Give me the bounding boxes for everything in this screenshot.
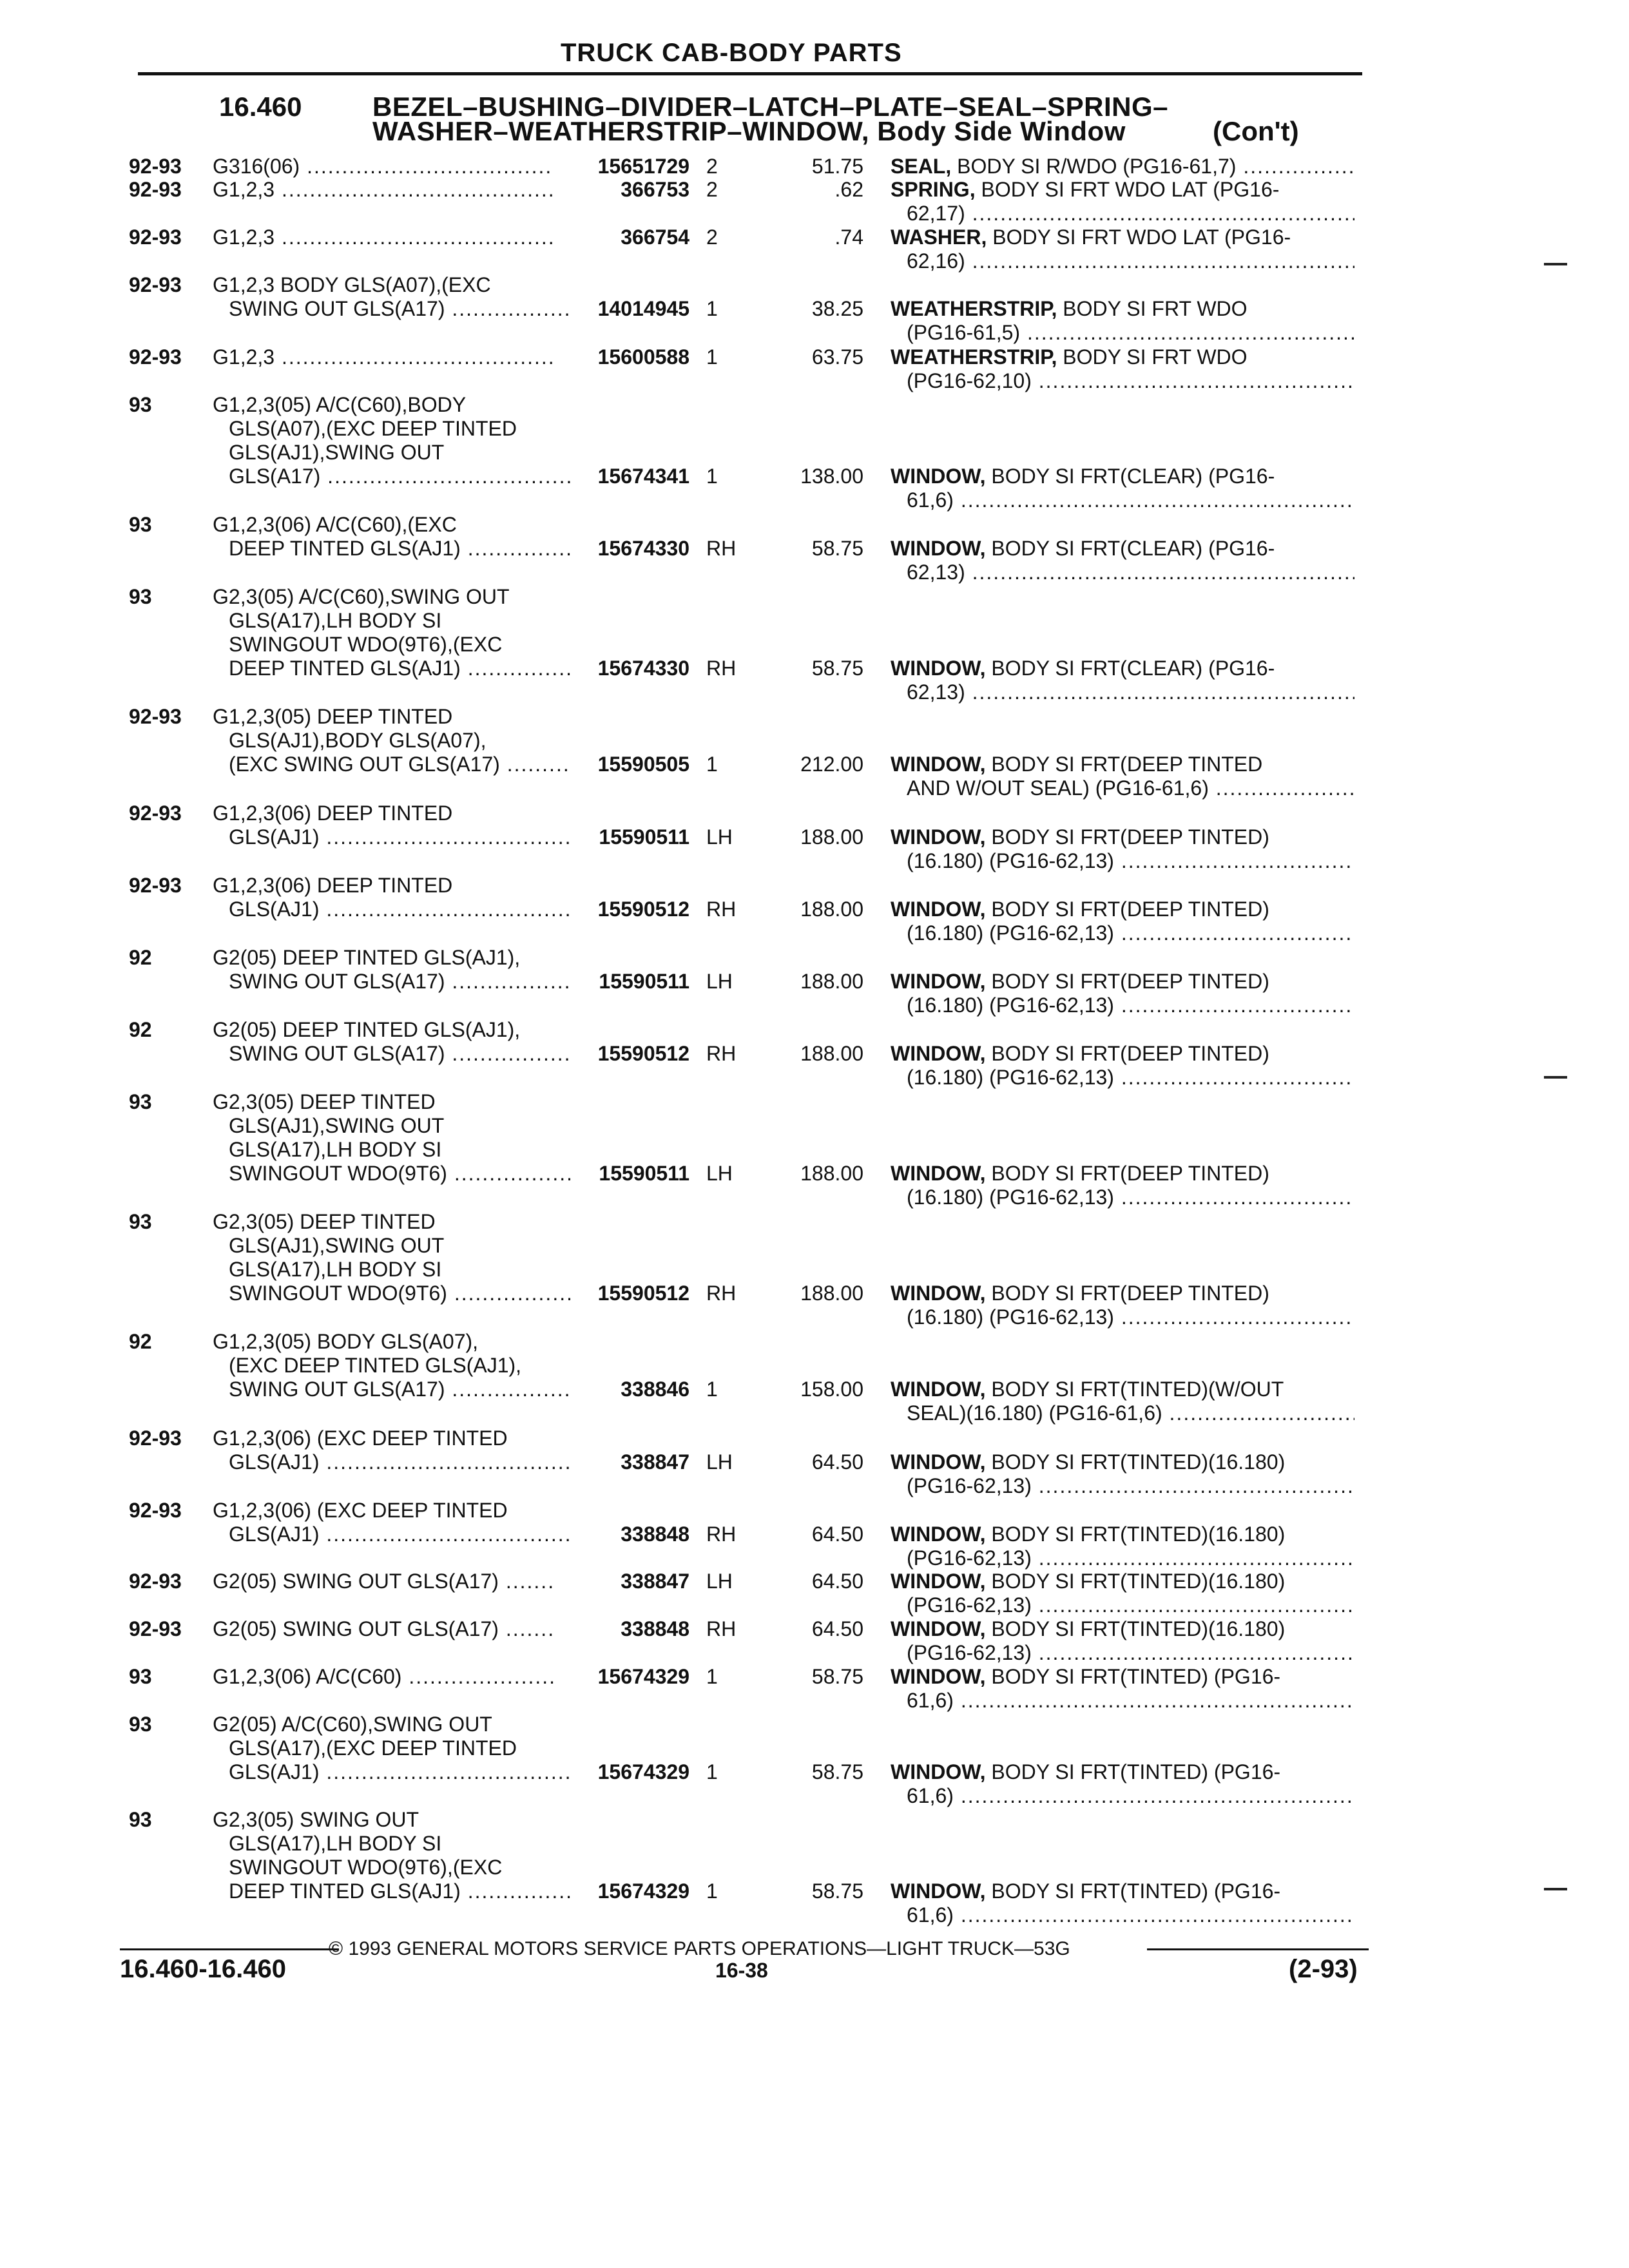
section-title-line1: BEZEL–BUSHING–DIVIDER–LATCH–PLATE–SEAL–SPRING– [372, 91, 1168, 122]
part-number: 338846 [621, 1378, 689, 1401]
quantity: RH [706, 1523, 737, 1546]
usage-description [213, 1713, 570, 1784]
description-line: SWING OUT GLS(A17) ..... [213, 1042, 570, 1066]
description-line: GLS(AJ1),SWING OUT [229, 441, 445, 464]
price: 188.00 [800, 1162, 863, 1185]
part-name-line [891, 1162, 1354, 1186]
usage-description [213, 1499, 570, 1546]
usage-description [213, 1210, 570, 1305]
section-title-line2: WASHER–WEATHERSTRIP–WINDOW, Body Side Window [372, 116, 1126, 146]
part-detail: BODY SI FRT(TINTED)(16.180) [985, 1523, 1286, 1546]
part-name-line [891, 465, 1354, 488]
part-name [891, 753, 1354, 800]
usage-description [213, 393, 570, 488]
part-number: 15590505 [597, 753, 689, 776]
part-name-line: 62,17) ..... [891, 202, 1354, 226]
part-detail: BODY SI FRT(TINTED)(16.180) [985, 1570, 1286, 1593]
part-name-line [891, 1879, 1354, 1903]
description-line: G1,2,3(06) (EXC DEEP TINTED [213, 1499, 508, 1522]
part-detail: BODY SI FRT(TINTED)(W/OUT [985, 1378, 1284, 1401]
part-number: 15600588 [597, 345, 689, 369]
description-line: G2(05) SWING OUT GLS(A17) ..... [213, 1617, 554, 1641]
part-name-line: 61,6) ..... [891, 1784, 1354, 1808]
page-header-title: TRUCK CAB-BODY PARTS [561, 39, 902, 67]
part-name-line: SEAL)(16.180) (PG16-61,6) ..... [891, 1401, 1354, 1425]
part-name-line [891, 155, 1354, 178]
description-line: GLS(AJ1) ..... [213, 825, 570, 849]
part-name-line [891, 1450, 1354, 1474]
part-name [891, 155, 1354, 178]
part-name-line [891, 1570, 1354, 1593]
usage-description [213, 1090, 570, 1186]
part-name [891, 1282, 1354, 1329]
price: 58.75 [811, 1760, 863, 1783]
part-number: 338847 [621, 1450, 689, 1474]
part-name-line: (16.180) (PG16-62,13) ..... [891, 849, 1354, 873]
usage-description [213, 345, 554, 369]
price: .74 [834, 226, 863, 249]
part-name-line [891, 1665, 1354, 1689]
part-type: WINDOW, [891, 1162, 986, 1185]
part-name-line [891, 1282, 1354, 1305]
part-type: WINDOW, [891, 537, 986, 560]
part-number: 338847 [621, 1570, 689, 1593]
usage-description [213, 1018, 570, 1066]
description-line: G1,2,3(05) DEEP TINTED [213, 705, 453, 728]
part-detail: BODY SI FRT(DEEP TINTED) [985, 1282, 1269, 1305]
price: 64.50 [811, 1523, 863, 1546]
quantity: RH [706, 537, 737, 560]
model-year: 93 [129, 393, 152, 416]
part-type: WINDOW, [891, 1665, 986, 1688]
part-name-line [891, 297, 1354, 321]
model-year: 92-93 [129, 226, 182, 249]
description-line: GLS(A17),LH BODY SI [229, 1258, 442, 1281]
description-line: G1,2,3 ..... [213, 226, 554, 249]
description-line: G316(06) ..... [213, 155, 554, 178]
usage-description [213, 155, 554, 178]
part-name-line: (16.180) (PG16-62,13) ..... [891, 1305, 1354, 1329]
part-type: SPRING, [891, 178, 976, 201]
model-year: 92 [129, 1018, 152, 1041]
part-name [891, 1665, 1354, 1713]
price: 188.00 [800, 970, 863, 993]
part-name-line: (PG16-62,13) ..... [891, 1474, 1354, 1498]
part-type: WINDOW, [891, 465, 986, 488]
description-line: GLS(A17),LH BODY SI [229, 1138, 442, 1161]
description-line: G1,2,3 BODY GLS(A07),(EXC [213, 273, 491, 296]
price: 158.00 [800, 1378, 863, 1401]
price: 63.75 [811, 345, 863, 369]
description-line: G1,2,3 ..... [213, 178, 554, 202]
part-type: WINDOW, [891, 1617, 986, 1640]
part-type: WINDOW, [891, 970, 986, 993]
part-name-line [891, 970, 1354, 994]
part-name-line [891, 537, 1354, 561]
description-line: GLS(AJ1) ..... [213, 1450, 570, 1474]
part-number: 15590512 [597, 1282, 689, 1305]
usage-description [213, 1665, 554, 1689]
part-type: WINDOW, [891, 1378, 986, 1401]
usage-description [213, 1427, 570, 1474]
part-type: WINDOW, [891, 825, 986, 849]
quantity: RH [706, 1042, 737, 1065]
part-detail: BODY SI R/WDO (PG16-61,7) [951, 155, 1237, 178]
price: 64.50 [811, 1450, 863, 1474]
part-name-line [891, 178, 1354, 202]
quantity: RH [706, 657, 737, 680]
part-name-line: (PG16-62,13) ..... [891, 1546, 1354, 1570]
part-name-line: (16.180) (PG16-62,13) ..... [891, 921, 1354, 945]
price: 212.00 [800, 753, 863, 776]
quantity: RH [706, 1282, 737, 1305]
part-name [891, 226, 1354, 273]
price: 188.00 [800, 825, 863, 849]
quantity: 1 [706, 1665, 718, 1688]
part-name-line: 62,13) ..... [891, 561, 1354, 584]
quantity: LH [706, 1570, 733, 1593]
part-number: 338848 [621, 1617, 689, 1640]
footer-copyright: © 1993 GENERAL MOTORS SERVICE PARTS OPERATIONS—LIGHT TRUCK—53G [329, 1938, 1070, 1959]
part-name [891, 465, 1354, 512]
usage-description [213, 1330, 570, 1401]
part-name [891, 970, 1354, 1017]
description-line: G1,2,3(06) DEEP TINTED [213, 874, 453, 897]
part-detail: BODY SI FRT(TINTED)(16.180) [985, 1617, 1286, 1640]
part-number: 15590512 [597, 1042, 689, 1065]
usage-description [213, 946, 570, 994]
part-detail: BODY SI FRT(DEEP TINTED) [985, 1042, 1269, 1065]
description-line: SWINGOUT WDO(9T6) ..... [213, 1282, 570, 1305]
model-year: 92-93 [129, 1570, 182, 1593]
usage-description [213, 802, 570, 849]
part-name [891, 1617, 1354, 1665]
part-detail: BODY SI FRT WDO [1057, 345, 1248, 369]
quantity: 1 [706, 753, 718, 776]
part-name-line: (16.180) (PG16-62,13) ..... [891, 994, 1354, 1017]
part-name-line: (PG16-62,13) ..... [891, 1593, 1354, 1617]
model-year: 92-93 [129, 155, 182, 178]
part-name [891, 178, 1354, 226]
price: 58.75 [811, 1879, 863, 1903]
description-line: G2,3(05) DEEP TINTED [213, 1210, 436, 1233]
description-line: G2,3(05) A/C(C60),SWING OUT [213, 585, 510, 608]
description-line: G2(05) SWING OUT GLS(A17) ..... [213, 1570, 554, 1593]
usage-description [213, 874, 570, 921]
usage-description [213, 1617, 554, 1641]
description-line: SWING OUT GLS(A17) ..... [213, 970, 570, 994]
part-detail: BODY SI FRT(DEEP TINTED) [985, 825, 1269, 849]
price: 38.25 [811, 297, 863, 320]
part-detail: BODY SI FRT(CLEAR) (PG16- [985, 465, 1275, 488]
model-year: 92 [129, 946, 152, 969]
price: .62 [834, 178, 863, 201]
footer-page-number: 16-38 [715, 1959, 768, 1982]
part-name-line: 61,6) ..... [891, 1903, 1354, 1927]
part-type: SEAL, [891, 155, 952, 178]
header-rule [138, 72, 1362, 75]
description-line: GLS(AJ1),SWING OUT [229, 1114, 445, 1137]
usage-description [213, 226, 554, 249]
quantity: 1 [706, 297, 718, 320]
description-line: GLS(A07),(EXC DEEP TINTED [229, 417, 517, 440]
margin-mark [1544, 1888, 1567, 1890]
part-detail: BODY SI FRT(TINTED)(16.180) [985, 1450, 1286, 1474]
part-detail: BODY SI FRT(DEEP TINTED) [985, 1162, 1269, 1185]
part-type: WINDOW, [891, 1450, 986, 1474]
part-name [891, 825, 1354, 873]
margin-mark [1544, 263, 1567, 265]
quantity: 2 [706, 178, 718, 201]
usage-description [213, 1808, 570, 1903]
model-year: 92-93 [129, 178, 182, 201]
footer-rule-right [1147, 1948, 1369, 1950]
part-name [891, 1042, 1354, 1090]
price: 58.75 [811, 657, 863, 680]
section-number: 16.460 [219, 91, 302, 122]
model-year: 92-93 [129, 345, 182, 369]
usage-description [213, 273, 570, 321]
model-year: 93 [129, 513, 152, 536]
price: 188.00 [800, 1282, 863, 1305]
description-line: GLS(A17),LH BODY SI [229, 609, 442, 632]
part-name-line [891, 1760, 1354, 1784]
model-year: 93 [129, 585, 152, 608]
part-name-line: (PG16-61,5) ..... [891, 321, 1354, 345]
part-type: WINDOW, [891, 1879, 986, 1903]
description-line: DEEP TINTED GLS(AJ1) ..... [213, 537, 570, 561]
quantity: LH [706, 1162, 733, 1185]
model-year: 92 [129, 1330, 152, 1353]
model-year: 92-93 [129, 802, 182, 825]
part-number: 15590512 [597, 898, 689, 921]
part-name-line: AND W/OUT SEAL) (PG16-61,6) ..... [891, 776, 1354, 800]
description-line: (EXC SWING OUT GLS(A17) ..... [213, 753, 570, 776]
model-year: 93 [129, 1713, 152, 1736]
model-year: 92-93 [129, 705, 182, 728]
model-year: 93 [129, 1210, 152, 1233]
part-name [891, 297, 1354, 345]
quantity: RH [706, 1617, 737, 1640]
part-name-line [891, 1523, 1354, 1546]
part-type: WINDOW, [891, 1570, 986, 1593]
quantity: 1 [706, 1378, 718, 1401]
part-name-line: (16.180) (PG16-62,13) ..... [891, 1066, 1354, 1090]
quantity: 1 [706, 1879, 718, 1903]
part-type: WINDOW, [891, 1523, 986, 1546]
description-line: SWINGOUT WDO(9T6),(EXC [229, 633, 503, 656]
part-detail: BODY SI FRT(DEEP TINTED) [985, 898, 1269, 921]
part-name [891, 898, 1354, 945]
usage-description [213, 178, 554, 202]
model-year: 93 [129, 1808, 152, 1831]
part-number: 338848 [621, 1523, 689, 1546]
part-number: 15651729 [597, 155, 689, 178]
part-name-line [891, 1378, 1354, 1401]
part-detail: BODY SI FRT(DEEP TINTED) [985, 970, 1269, 993]
price: 188.00 [800, 1042, 863, 1065]
description-line: G1,2,3(05) A/C(C60),BODY [213, 393, 467, 416]
part-name-line [891, 1617, 1354, 1641]
part-detail: BODY SI FRT(DEEP TINTED [985, 753, 1263, 776]
part-type: WINDOW, [891, 898, 986, 921]
part-number: 366754 [621, 226, 689, 249]
quantity: 1 [706, 1760, 718, 1783]
part-name-line [891, 753, 1354, 776]
part-detail: BODY SI FRT WDO LAT (PG16- [975, 178, 1280, 201]
description-line: G1,2,3(06) DEEP TINTED [213, 802, 453, 825]
model-year: 92-93 [129, 1617, 182, 1640]
price: 188.00 [800, 898, 863, 921]
price: 138.00 [800, 465, 863, 488]
footer-revision-date: (2-93) [1289, 1955, 1358, 1983]
description-line: GLS(AJ1),SWING OUT [229, 1234, 445, 1257]
description-line: SWING OUT GLS(A17) ..... [213, 1378, 570, 1401]
quantity: 1 [706, 465, 718, 488]
description-line: GLS(A17) ..... [213, 465, 570, 488]
description-line: G2(05) DEEP TINTED GLS(AJ1), [213, 1018, 521, 1041]
description-line: GLS(A17),(EXC DEEP TINTED [229, 1736, 517, 1760]
part-type: WEATHERSTRIP, [891, 345, 1057, 369]
part-name-line: 62,13) ..... [891, 680, 1354, 704]
part-name [891, 1162, 1354, 1209]
model-year: 92-93 [129, 273, 182, 296]
part-name [891, 537, 1354, 584]
description-line: G1,2,3(06) A/C(C60) ..... [213, 1665, 554, 1689]
quantity: 2 [706, 155, 718, 178]
description-line: G1,2,3 ..... [213, 345, 554, 369]
part-number: 15674329 [597, 1879, 689, 1903]
part-detail: BODY SI FRT(CLEAR) (PG16- [985, 657, 1275, 680]
part-name-line [891, 657, 1354, 680]
part-type: WINDOW, [891, 753, 986, 776]
part-number: 15674341 [597, 465, 689, 488]
part-name [891, 1760, 1354, 1808]
part-name-line [891, 898, 1354, 921]
part-name-line [891, 345, 1354, 369]
usage-description [213, 705, 570, 776]
description-line: G1,2,3(06) A/C(C60),(EXC [213, 513, 457, 536]
quantity: 1 [706, 345, 718, 369]
part-name [891, 1450, 1354, 1498]
part-name [891, 345, 1354, 393]
model-year: 92-93 [129, 1499, 182, 1522]
part-number: 15590511 [599, 1162, 689, 1185]
part-name-line [891, 1042, 1354, 1066]
description-line: DEEP TINTED GLS(AJ1) ..... [213, 657, 570, 680]
usage-description [213, 585, 570, 680]
description-line: GLS(AJ1) ..... [213, 1760, 570, 1784]
part-number: 15674329 [597, 1760, 689, 1783]
part-number: 15674330 [597, 537, 689, 560]
description-line: GLS(AJ1) ..... [213, 898, 570, 921]
description-line: GLS(AJ1) ..... [213, 1523, 570, 1546]
description-line: G1,2,3(05) BODY GLS(A07), [213, 1330, 479, 1353]
description-line: G2,3(05) SWING OUT [213, 1808, 419, 1831]
part-number: 15674330 [597, 657, 689, 680]
part-name [891, 1523, 1354, 1570]
price: 64.50 [811, 1617, 863, 1640]
usage-description [213, 1570, 554, 1593]
part-name [891, 657, 1354, 704]
part-type: WINDOW, [891, 1760, 986, 1783]
quantity: LH [706, 1450, 733, 1474]
part-type: WINDOW, [891, 1042, 986, 1065]
price: 58.75 [811, 1665, 863, 1688]
price: 58.75 [811, 537, 863, 560]
part-number: 14014945 [597, 297, 689, 320]
part-detail: BODY SI FRT WDO [1057, 297, 1248, 320]
model-year: 92-93 [129, 874, 182, 897]
part-number: 15590511 [599, 970, 689, 993]
part-number: 15674329 [597, 1665, 689, 1688]
description-line: G2,3(05) DEEP TINTED [213, 1090, 436, 1113]
description-line: SWINGOUT WDO(9T6),(EXC [229, 1856, 503, 1879]
part-detail: BODY SI FRT WDO LAT (PG16- [987, 226, 1291, 249]
quantity: LH [706, 970, 733, 993]
part-type: WASHER, [891, 226, 987, 249]
quantity: 2 [706, 226, 718, 249]
description-line: G2(05) DEEP TINTED GLS(AJ1), [213, 946, 521, 969]
part-name [891, 1879, 1354, 1927]
part-name-line: (16.180) (PG16-62,13) ..... [891, 1186, 1354, 1209]
part-name-line: 62,16) ..... [891, 249, 1354, 273]
part-number: 15590511 [599, 825, 689, 849]
description-line: G1,2,3(06) (EXC DEEP TINTED [213, 1427, 508, 1450]
price: 51.75 [811, 155, 863, 178]
part-name [891, 1378, 1354, 1425]
price: 64.50 [811, 1570, 863, 1593]
footer-section-range: 16.460-16.460 [120, 1955, 287, 1983]
footer-rule-left [120, 1948, 339, 1950]
part-name-line [891, 825, 1354, 849]
part-name-line [891, 226, 1354, 249]
part-type: WINDOW, [891, 1282, 986, 1305]
description-line: (EXC DEEP TINTED GLS(AJ1), [229, 1354, 522, 1377]
part-detail: BODY SI FRT(TINTED) (PG16- [985, 1665, 1281, 1688]
description-line: DEEP TINTED GLS(AJ1) ..... [213, 1879, 570, 1903]
continued-label: (Con't) [1213, 116, 1299, 146]
description-line: SWING OUT GLS(A17) ..... [213, 297, 570, 321]
margin-mark [1544, 1076, 1567, 1079]
description-line: GLS(A17),LH BODY SI [229, 1832, 442, 1855]
model-year: 93 [129, 1665, 152, 1688]
part-name-line: 61,6) ..... [891, 488, 1354, 512]
model-year: 93 [129, 1090, 152, 1113]
part-detail: BODY SI FRT(TINTED) (PG16- [985, 1760, 1281, 1783]
part-name-line: 61,6) ..... [891, 1689, 1354, 1713]
part-detail: BODY SI FRT(CLEAR) (PG16- [985, 537, 1275, 560]
part-type: WEATHERSTRIP, [891, 297, 1057, 320]
quantity: RH [706, 898, 737, 921]
part-name-line: (PG16-62,10) ..... [891, 369, 1354, 393]
description-line: G2(05) A/C(C60),SWING OUT [213, 1713, 492, 1736]
part-name [891, 1570, 1354, 1617]
quantity: LH [706, 825, 733, 849]
usage-description [213, 513, 570, 561]
part-type: WINDOW, [891, 657, 986, 680]
part-name-line: (PG16-62,13) ..... [891, 1641, 1354, 1665]
part-detail: BODY SI FRT(TINTED) (PG16- [985, 1879, 1281, 1903]
description-line: SWINGOUT WDO(9T6) ..... [213, 1162, 570, 1186]
part-number: 366753 [621, 178, 689, 201]
description-line: GLS(AJ1),BODY GLS(A07), [229, 729, 487, 752]
model-year: 92-93 [129, 1427, 182, 1450]
